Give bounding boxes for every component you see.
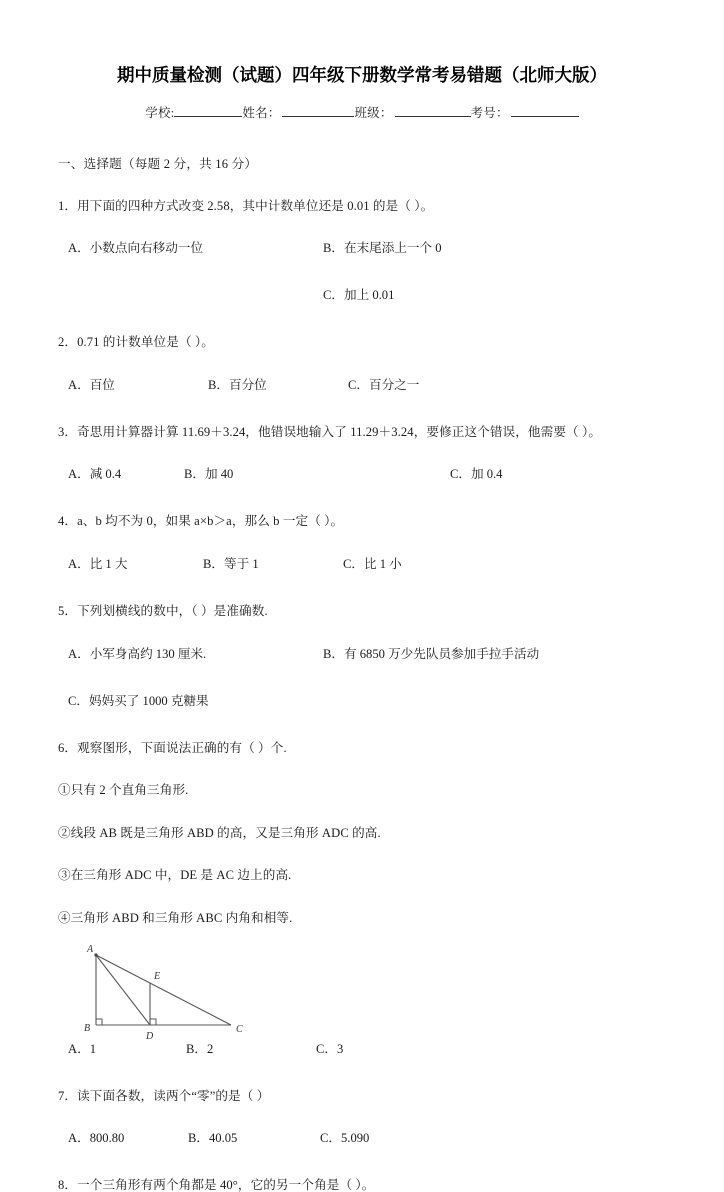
question-content — [58, 158, 674, 1192]
label-d: D — [146, 1030, 154, 1042]
question-2-option-a[interactable]: A．百位 — [68, 377, 115, 392]
exam-no-blank[interactable] — [511, 105, 579, 117]
question-6-statement-4: ④三角形 ABD 和三角形 ABC 内角和相等. — [58, 910, 293, 925]
question-6-stem: 6．观察图形，下面说法正确的有（ ）个. — [58, 740, 287, 755]
question-8-stem: 8．一个三角形有两个角都是 40°，它的另一个角是（ ）。 — [58, 1178, 375, 1192]
segment-ad — [96, 955, 150, 1025]
label-a: A — [87, 943, 94, 955]
segment-ac — [96, 955, 231, 1025]
question-3-option-a[interactable]: A．减 0.4 — [68, 467, 122, 482]
question-6-option-a[interactable]: A．1 — [68, 1041, 96, 1056]
label-e: E — [154, 970, 161, 982]
question-1-options — [58, 242, 674, 259]
question-3-options — [58, 468, 674, 485]
class-label: 班级： — [354, 106, 393, 120]
school-blank[interactable] — [174, 105, 242, 117]
question-7-option-c[interactable]: C．5.090 — [320, 1131, 370, 1146]
question-2-stem: 2．0.71 的计数单位是（ ）。 — [58, 335, 214, 350]
question-7-option-b[interactable]: B．40.05 — [188, 1131, 238, 1146]
question-6-figure — [68, 939, 268, 1043]
question-5-option-a[interactable]: A．小军身高约 130 厘米. — [68, 646, 207, 661]
triangle-diagram-svg — [68, 939, 268, 1043]
question-1-option-c[interactable]: C．加上 0.01 — [323, 288, 395, 303]
exam-no-label: 考号： — [470, 106, 509, 120]
page-title: 期中质量检测（试题）四年级下册数学常考易错题（北师大版） — [117, 66, 607, 86]
question-5-option-c[interactable]: C．妈妈买了 1000 克糖果 — [68, 693, 209, 708]
question-2-option-c[interactable]: C．百分之一 — [348, 377, 420, 392]
student-info-line — [0, 103, 724, 121]
question-6-option-c[interactable]: C．3 — [316, 1041, 344, 1056]
question-7-options — [58, 1132, 674, 1149]
question-1-options-second-line — [58, 289, 674, 306]
class-blank[interactable] — [395, 105, 471, 117]
name-blank[interactable] — [282, 105, 354, 117]
question-6-statement-3: ③在三角形 ADC 中，DE 是 AC 边上的高. — [58, 868, 292, 883]
label-b: B — [84, 1022, 91, 1034]
question-1-option-a[interactable]: A．小数点向右移动一位 — [68, 241, 204, 256]
question-2-options — [58, 379, 674, 396]
question-4-stem: 4．a、b 均不为 0，如果 a×b＞a，那么 b 一定（ ）。 — [58, 514, 344, 529]
question-3-stem: 3．奇思用计算器计算 11.69＋3.24，他错误地输入了 11.29＋3.24，要修正这个错误，他需要（ ）。 — [58, 424, 602, 439]
question-4-option-b[interactable]: B．等于 1 — [203, 556, 259, 571]
question-5-options — [58, 648, 674, 665]
school-label: 学校: — [145, 106, 175, 120]
question-6-statement-1: ①只有 2 个直角三角形. — [58, 783, 189, 798]
question-7-option-a[interactable]: A．800.80 — [68, 1131, 125, 1146]
question-2-option-b[interactable]: B．百分位 — [208, 377, 267, 392]
section-heading: 一、选择题（每题 2 分，共 16 分） — [58, 157, 258, 171]
question-5-stem: 5．下列划横线的数中，（ ）是准确数. — [58, 603, 268, 618]
question-7-stem: 7．读下面各数，读两个“零”的是（ ） — [58, 1088, 270, 1103]
question-1-option-b[interactable]: B．在末尾添上一个 0 — [323, 241, 442, 256]
question-1-stem: 1．用下面的四种方式改变 2.58，其中计数单位还是 0.01 的是（ ）。 — [58, 198, 434, 213]
question-4-option-a[interactable]: A．比 1 大 — [68, 556, 128, 571]
label-c: C — [236, 1023, 243, 1035]
question-5-option-b[interactable]: B．有 6850 万少先队员参加手拉手活动 — [323, 646, 540, 661]
vertex-dot-a — [94, 953, 97, 956]
question-3-option-b[interactable]: B．加 40 — [184, 467, 234, 482]
question-5-options-second-line — [58, 695, 674, 712]
question-6-statement-2: ②线段 AB 既是三角形 ABD 的高，又是三角形 ADC 的高. — [58, 825, 381, 840]
name-label: 姓名： — [242, 106, 281, 120]
question-4-options — [58, 558, 674, 575]
question-3-option-c[interactable]: C．加 0.4 — [450, 467, 503, 482]
question-6-options — [58, 1043, 674, 1060]
question-6-option-b[interactable]: B．2 — [186, 1041, 214, 1056]
question-4-option-c[interactable]: C．比 1 小 — [343, 556, 402, 571]
